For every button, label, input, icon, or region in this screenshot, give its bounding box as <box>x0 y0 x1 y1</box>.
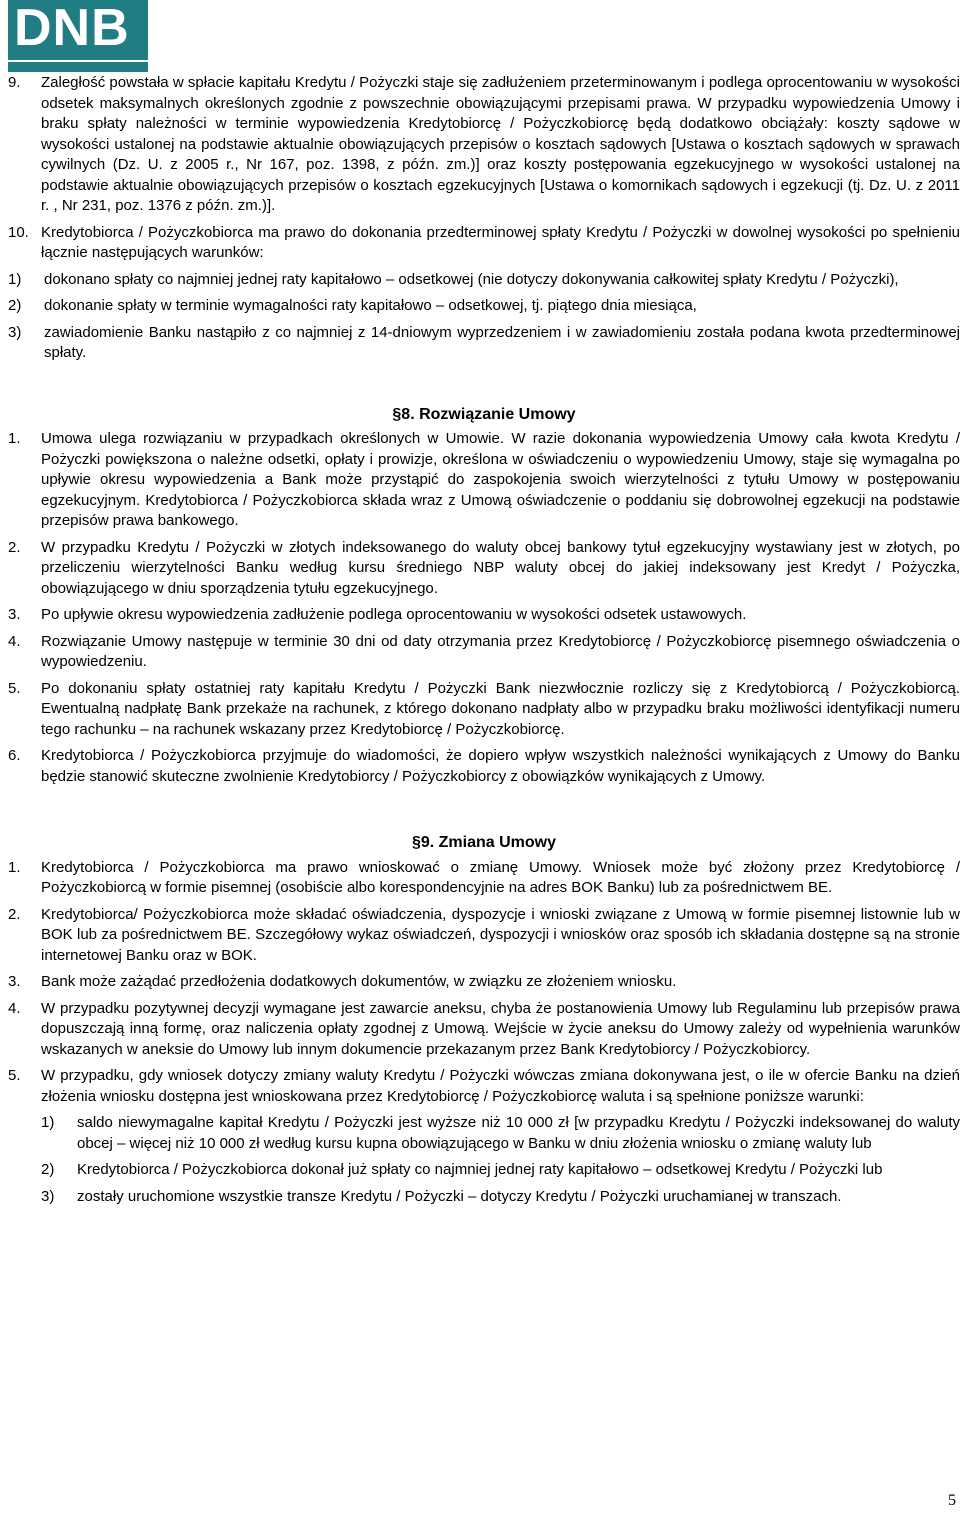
item-text: W przypadku Kredytu / Pożyczki w złotych indeksowanego do waluty obcej bankowy tytuł egzekucyjny wystawiany jest w złotych, po przeliczeniu wierzytelności Banku według kursu średniego NBP waluty obcej do jakiej indeksowany jest Kredyt / Pożyczka, obowiązującego w dniu sporządzenia tytułu egzekucyjnego. <box>41 538 960 597</box>
sub-text: zostały uruchomione wszystkie transze Kredytu / Pożyczki – dotyczy Kredytu / Pożyczki uruchamianej w transzach. <box>77 1187 842 1205</box>
sub-number: 1) <box>41 1114 55 1131</box>
sub-item <box>8 270 960 291</box>
item-number: 4. <box>8 632 21 650</box>
document-body <box>8 73 960 1213</box>
item-number: 2. <box>8 538 21 556</box>
item-text: Kredytobiorca / Pożyczkobiorca przyjmuje do wiadomości, że dopiero wpływ wszystkich należności wynikających z Umowy do Banku będzie stanowić skuteczne zwolnienie Kredytobiorcy / Pożyczkobiorcy z obowiązków wynikających z Umowy. <box>41 747 960 785</box>
item-number: 3. <box>8 606 21 623</box>
sub-number: 3) <box>41 1187 55 1205</box>
item-text: Kredytobiorca/ Pożyczkobiorca może składać oświadczenia, dyspozycje i wnioski związane z Umową w formie pisemnej listownie lub w BOK lub za pośrednictwem BE. Szczegółowy wykaz oświadczeń, dyspozycji i wniosków oraz sposób ich składania dostępne są na stronie internetowej Banku oraz w BOK. <box>41 905 960 964</box>
sub-text: zawiadomienie Banku nastąpiło z co najmniej z 14-dniowym wyprzedzeniem i w zawiadomieniu została podana kwota przedterminowej spłaty. <box>44 323 960 361</box>
list-item <box>8 905 960 967</box>
item-text: Po upływie okresu wypowiedzenia zadłużenie podlega oprocentowaniu w wysokości odsetek ustawowych. <box>41 606 747 623</box>
item-text: Zaległość powstała w spłacie kapitału Kredytu / Pożyczki staje się zadłużeniem przeterminowanym i podlega oprocentowaniu w wysokości odsetek maksymalnych określonych zgodnie z powszechnie obowiązującymi przepisami prawa. W przypadku wypowiedzenia Umowy i braku spłaty należności w terminie wypowiedzenia Kredytobiorcę / Pożyczkobiorcę będą dodatkowo obciążały: koszty sądowe w wysokości ustalonej na podstawie aktualnie obowiązujących przepisów o kosztach sądowych [Ustawa o kosztach sądowych w sprawach cywilnych (Dz. U. z 2005 r., Nr 167, poz. 1398, z późn. zm.)] oraz koszty postępowania egzekucyjnego w wysokości ustalonej na podstawie aktualnie obowiązujących przepisów o kosztach egzekucyjnych [Ustawa o komornikach sądowych i egzekucji (tj. Dz. U. z 2011 r. , Nr 231, poz. 1376 z późn. zm.)]. <box>41 74 960 214</box>
item-text: Bank może zażądać przedłożenia dodatkowych dokumentów, w związku ze złożeniem wniosku. <box>41 973 677 990</box>
sub-number: 2) <box>8 297 22 314</box>
item-text: Umowa ulega rozwiązaniu w przypadkach określonych w Umowie. W razie dokonania wypowiedzenia Umowy cała kwota Kredytu / Pożyczki powiększona o należne odsetki, opłaty i prowizje, określona w oświadczeniu o wypowiedzeniu Umowy, staje się wymagalna po upływie okresu wypowiedzenia a Bank może przystąpić do zaspokojenia swoich wierzytelności z tytułu Umowy w postępowaniu egzekucyjnym. Kredytobiorca / Pożyczkobiorca składa wraz z Umową oświadczenie o poddaniu się dobrowolnej egzekucji na podstawie przepisów prawa bankowego. <box>41 430 960 529</box>
item-number: 1. <box>8 858 21 876</box>
item-number: 5. <box>8 679 21 697</box>
item-text: W przypadku pozytywnej decyzji wymagane jest zawarcie aneksu, chyba że postanowienia Umowy lub Regulaminu lub przepisów prawa dopuszczają inną formę, oraz naliczenia opłaty zgodnej z Umową. Wejście w życie aneksu do Umowy zależy od wypełnienia warunków wskazanych w aneksie do Umowy lub innym dokumencie przekazanym przez Bank Kredytobiorcy / Pożyczkobiorcy. <box>41 999 960 1058</box>
list-item <box>8 858 960 899</box>
item-number: 2. <box>8 905 21 923</box>
list-item <box>8 429 960 532</box>
list-item <box>8 73 960 217</box>
list-item <box>8 605 960 626</box>
sub-number: 2) <box>41 1161 55 1178</box>
sub-text: Kredytobiorca / Pożyczkobiorca dokonał już spłaty co najmniej jednej raty kapitałowo – odsetkowej Kredytu / Pożyczki lub <box>77 1161 883 1178</box>
dnb-logo <box>8 0 148 72</box>
sub-item <box>8 1113 960 1154</box>
sub-text: dokonanie spłaty w terminie wymagalności raty kapitałowo – odsetkowej, tj. piątego dnia miesiąca, <box>44 297 697 314</box>
item-number: 3. <box>8 973 21 990</box>
item-number: 5. <box>8 1067 21 1084</box>
sub-item <box>8 323 960 364</box>
item-number: 10. <box>8 223 29 241</box>
page-number: 5 <box>948 1492 956 1509</box>
item-number: 9. <box>8 74 21 91</box>
sub-item <box>8 296 960 317</box>
sub-number: 3) <box>8 323 22 341</box>
sub-number: 1) <box>8 270 22 288</box>
logo-text: DNB <box>14 0 130 57</box>
item-number: 1. <box>8 430 21 447</box>
list-item <box>8 972 960 993</box>
item-text: Kredytobiorca / Pożyczkobiorca ma prawo do dokonania przedterminowej spłaty Kredytu / Pożyczki w dowolnej wysokości po spełnieniu łącznie następujących warunków: <box>41 223 960 261</box>
sub-text: saldo niewymagalne kapitał Kredytu / Pożyczki jest wyższe niż 10 000 zł [w przypadku Kredytu / Pożyczki indeksowanej do waluty obcej – więcej niż 10 000 zł według kursu kupna obowiązującego w Banku w dniu złożenia wniosku o zmianę waluty lub <box>77 1114 960 1152</box>
list-item <box>8 538 960 600</box>
item-text: W przypadku, gdy wniosek dotyczy zmiany waluty Kredytu / Pożyczki wówczas zmiana dokonywana jest, o ile w ofercie Banku na dzień złożenia wniosku dostępna jest wnioskowana przez Kredytobiorcę / Pożyczkobiorcę waluta i są spełnione poniższe warunki: <box>41 1067 960 1105</box>
list-item <box>8 1066 960 1107</box>
item-number: 4. <box>8 999 21 1017</box>
sub-item <box>8 1187 960 1208</box>
list-item <box>8 223 960 264</box>
item-text: Po dokonaniu spłaty ostatniej raty kapitału Kredytu / Pożyczki Bank niezwłocznie rozliczy się z Kredytobiorcą / Pożyczkobiorcą. Ewentualną nadpłatę Bank przekaże na rachunek, z którego dokonano nadpłaty albo w przypadku braku możliwości identyfikacji numeru tego rachunku – na rachunek wskazany przez Kredytobiorcę / Pożyczkobiorcę. <box>41 679 960 738</box>
list-item <box>8 746 960 787</box>
item-number: 6. <box>8 747 21 764</box>
section-heading: §8. Rozwiązanie Umowy <box>392 405 576 423</box>
section-heading: §9. Zmiana Umowy <box>411 834 557 851</box>
item-text: Kredytobiorca / Pożyczkobiorca ma prawo wnioskować o zmianę Umowy. Wniosek może być złożony przez Kredytobiorcę / Pożyczkobiorcą w formie pisemnej (osobiście albo korespondencyjnie na adres BOK Banku) lub za pośrednictwem BE. <box>41 858 960 896</box>
list-item <box>8 999 960 1061</box>
list-item <box>8 679 960 741</box>
logo-underline <box>8 60 148 62</box>
item-text: Rozwiązanie Umowy następuje w terminie 30 dni od daty otrzymania przez Kredytobiorcę / Pożyczkobiorcę pisemnego oświadczenia o wypowiedzeniu. <box>41 632 960 670</box>
sub-text: dokonano spłaty co najmniej jednej raty kapitałowo – odsetkowej (nie dotyczy dokonywania całkowitej spłaty Kredytu / Pożyczki), <box>44 270 899 288</box>
sub-item <box>8 1160 960 1181</box>
list-item <box>8 632 960 673</box>
